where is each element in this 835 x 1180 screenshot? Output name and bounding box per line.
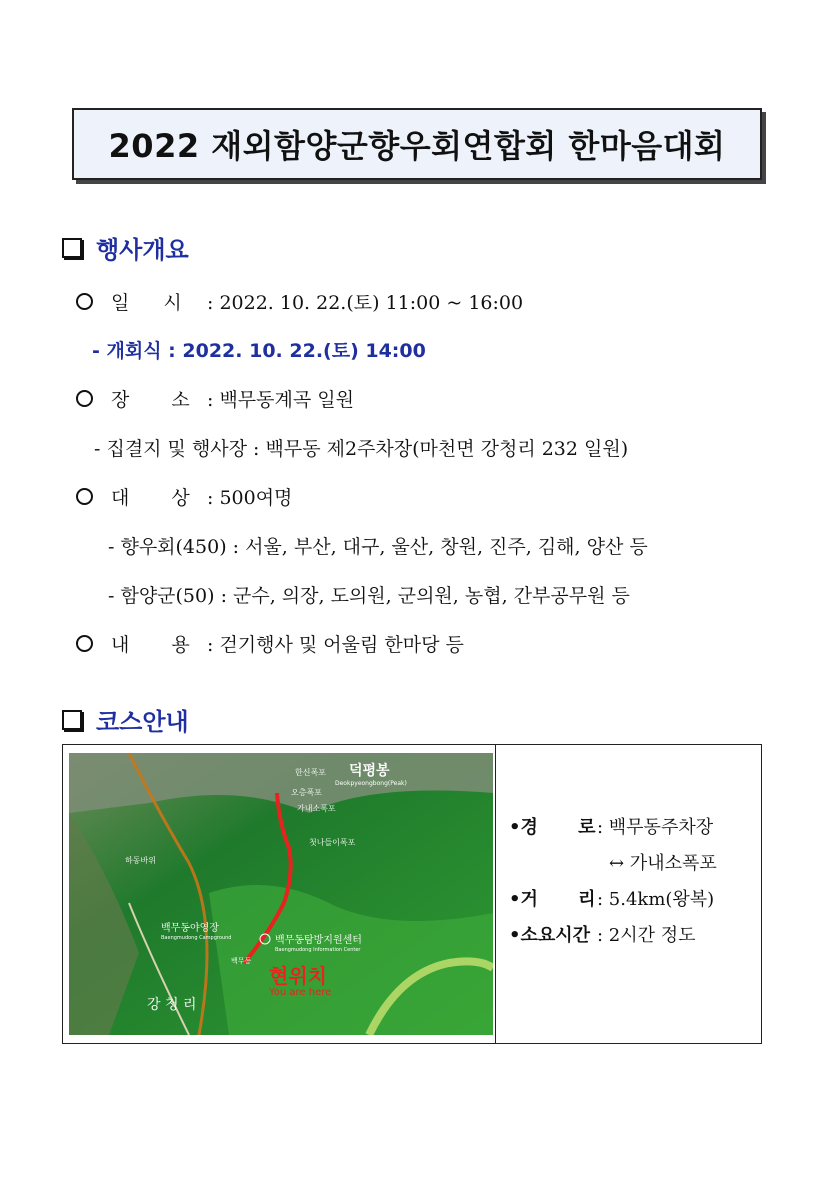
label-distance: •거 리 <box>509 889 596 910</box>
value-date: : 2022. 10. 22.(토) 11:00 ~ 16:00 <box>207 292 524 314</box>
value-distance: : 5.4km(왕복) <box>597 889 715 910</box>
label-time: •소요시간 <box>509 925 591 946</box>
checkbox-icon <box>62 238 82 258</box>
info-route-2 <box>509 849 717 885</box>
map-label-peak-en: Deokpyeongbong(Peak) <box>335 780 407 787</box>
value-venue: - 집결지 및 행사장 : 백무동 제2주차장(마천면 강청리 232 일원) <box>94 438 629 460</box>
row-content <box>76 630 464 657</box>
value-route2: ↔ 가내소폭포 <box>609 853 717 874</box>
map-label-village: 강 청 리 <box>147 997 197 1013</box>
map-label-here: 현위치 <box>269 964 327 988</box>
section-heading-course: 코스안내 <box>96 708 189 736</box>
document-title: 2022 재외함양군향우회연합회 한마음대회 <box>108 127 726 165</box>
map-label-here-en: You are here <box>269 987 332 998</box>
value-target-sub2: - 함양군(50) : 군수, 의장, 도의원, 군의원, 농협, 간부공무원 등 <box>108 585 630 607</box>
section-overview <box>62 230 189 265</box>
value-target: : 500여명 <box>207 487 293 509</box>
value-content: : 걷기행사 및 어울림 한마당 등 <box>207 634 464 656</box>
map-label-camp: 백무동야영장 <box>161 923 219 934</box>
value-time: : 2시간 정도 <box>597 925 696 946</box>
course-info <box>509 813 717 957</box>
circle-bullet-icon <box>76 488 93 505</box>
circle-bullet-icon <box>76 293 93 310</box>
map-label-center-en: Baengmudong Information Center <box>275 947 361 953</box>
map-label-fall4: 첫나들이폭포 <box>309 838 356 847</box>
section-heading-overview: 행사개요 <box>96 236 189 264</box>
info-route <box>509 813 717 849</box>
row-target-sub2 <box>108 581 630 608</box>
row-ceremony <box>92 336 426 363</box>
map-label-center: 백무동탐방지원센터 <box>275 935 362 946</box>
label-target: 대 상 <box>111 487 190 509</box>
course-table <box>62 744 762 1044</box>
map-label-fall3: 가내소폭포 <box>297 804 336 813</box>
map-label-fall1: 한신폭포 <box>295 768 326 777</box>
map-label-stop: 백무동 <box>231 957 252 965</box>
info-distance <box>509 885 717 921</box>
map-label-fall2: 오층폭포 <box>291 788 322 797</box>
map-label-rock: 하동바위 <box>125 856 156 865</box>
map-label-peak: 덕평봉 <box>349 763 390 779</box>
label-route: •경 로 <box>509 817 596 838</box>
label-place: 장 소 <box>111 389 190 411</box>
row-date <box>76 288 523 315</box>
value-place: : 백무동계곡 일원 <box>207 389 354 411</box>
value-route: : 백무동주차장 <box>597 817 714 838</box>
label-content: 내 용 <box>111 634 190 656</box>
circle-bullet-icon <box>76 390 93 407</box>
value-target-sub1: - 향우회(450) : 서울, 부산, 대구, 울산, 창원, 진주, 김해, 양산 등 <box>108 536 648 558</box>
map-label-camp-en: Baengmudong Campground <box>161 935 232 941</box>
info-time <box>509 921 717 957</box>
checkbox-icon <box>62 710 82 730</box>
circle-bullet-icon <box>76 635 93 652</box>
title-box <box>72 108 762 180</box>
table-divider <box>495 745 496 1043</box>
row-target-sub1 <box>108 532 648 559</box>
label-date: 일 시 <box>111 292 182 314</box>
section-course <box>62 702 189 737</box>
course-map-image <box>69 753 493 1035</box>
row-place <box>76 385 354 412</box>
row-venue <box>94 434 628 461</box>
value-ceremony: - 개회식 : 2022. 10. 22.(토) 14:00 <box>92 340 426 362</box>
row-target <box>76 483 292 510</box>
